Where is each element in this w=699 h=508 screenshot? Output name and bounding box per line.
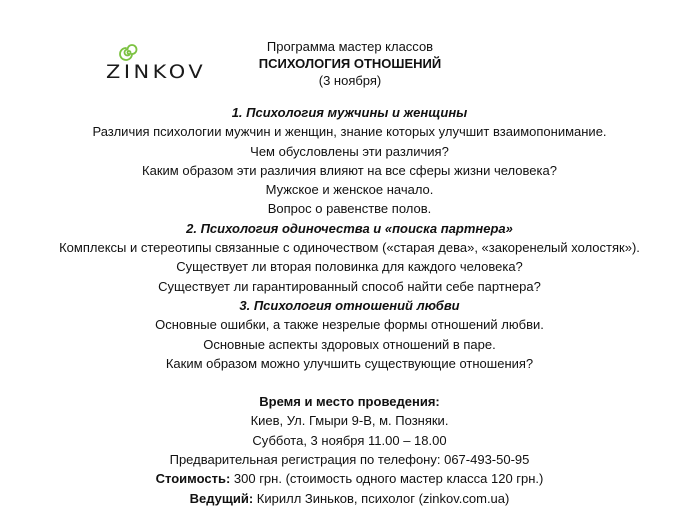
cost-label: Стоимость: xyxy=(155,471,231,487)
zinkov-logo xyxy=(106,44,230,83)
host-label: Ведущий: xyxy=(189,490,254,506)
section-2-line: Комплексы и стереотипы связанные с одиночеством («старая дева», «закоренелый холостяк»). xyxy=(59,240,640,256)
program-header xyxy=(220,38,480,89)
section-3-line: Основные ошибки, а также незрелые формы отношений любви. xyxy=(155,317,544,333)
section-2-line: Существует ли вторая половинка для каждого человека? xyxy=(176,259,523,275)
section-1-line: Вопрос о равенстве полов. xyxy=(267,201,432,217)
section-1-line: Каким образом эти различия влияют на все сферы жизни человека? xyxy=(142,162,557,178)
section-1-line: Различия психологии мужчин и женщин, знание которых улучшит взаимопонимание. xyxy=(92,124,607,140)
section-heading-2: 2. Психология одиночества и «поиска партнера» xyxy=(186,220,513,236)
registration-phone: Предварительная регистрация по телефону: 067-493-50-95 xyxy=(169,452,530,468)
venue-address: Киев, Ул. Гмыри 9-В, м. Позняки. xyxy=(250,413,449,429)
section-1-line: Мужское и женское начало. xyxy=(265,182,434,198)
program-date: (3 ноября) xyxy=(318,73,382,88)
cost-value: 300 грн. (стоимость одного мастер класса 120 грн.) xyxy=(230,471,544,487)
venue-time: Суббота, 3 ноября 11.00 – 18.00 xyxy=(252,432,447,448)
program-title: ПСИХОЛОГИЯ ОТНОШЕНИЙ xyxy=(258,56,442,71)
venue-heading: Время и место проведения: xyxy=(259,394,440,410)
program-subtitle: Программа мастер классов xyxy=(266,39,434,54)
section-3-line: Основные аспекты здоровых отношений в паре. xyxy=(203,336,496,352)
section-heading-1: 1. Психология мужчины и женщины xyxy=(231,105,468,120)
section-3-line: Каким образом можно улучшить существующие отношения? xyxy=(165,355,534,371)
spacer xyxy=(0,373,699,392)
program-content xyxy=(0,103,699,508)
section-heading-3: 3. Психология отношений любви xyxy=(239,297,460,313)
host-value: Кирилл Зиньков, психолог (zinkov.com.ua) xyxy=(253,490,510,506)
cost-line xyxy=(0,469,699,488)
logo-text: ZINKOV xyxy=(106,61,207,83)
section-2-line: Существует ли гарантированный способ найти себе партнера? xyxy=(158,278,541,294)
host-line xyxy=(0,489,699,508)
section-1-line: Чем обусловлены эти различия? xyxy=(250,143,449,159)
